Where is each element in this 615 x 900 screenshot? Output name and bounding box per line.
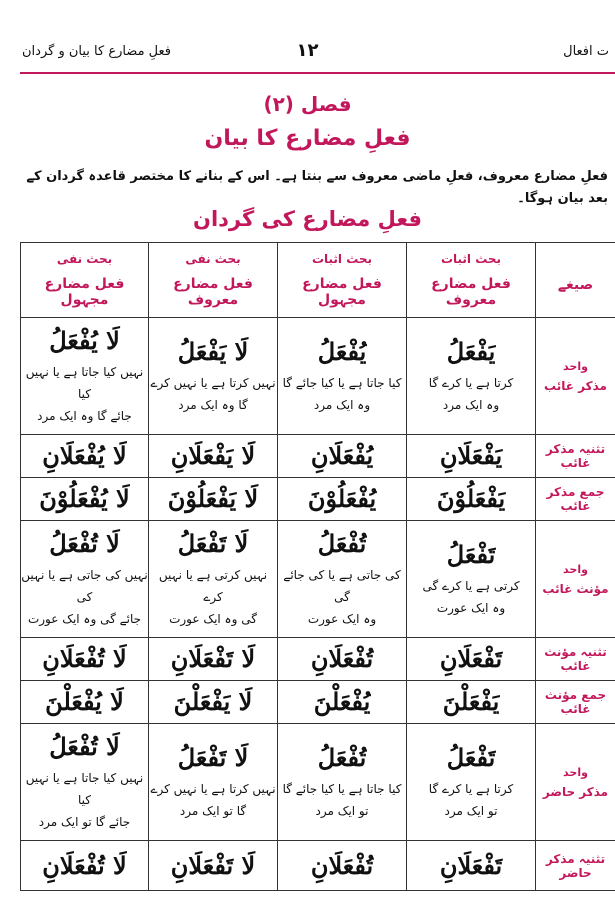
table-row: [21, 318, 615, 435]
table-cell: يُفْعَلْنَ: [278, 681, 407, 724]
table-cell: لَا يُفْعَلُوْنَ: [21, 478, 149, 521]
section-label: فصل (۲): [263, 92, 352, 116]
table-cell: لَا يَفْعَلُوْنَ: [149, 478, 278, 521]
table-cell: لَا تُفْعَلُ نہیں کیا جاتا ہے یا نہیں کیا جائے گا تو ایک مرد: [21, 724, 149, 841]
form-label: تثنیہ مذکر حاضر: [536, 841, 615, 891]
conjugation-table-wrap: [20, 242, 615, 900]
table-cell: تُفْعَلُ کی جاتی ہے یا کی جائے گی وہ ایک عورت: [278, 521, 407, 638]
page-number: ۱۲: [296, 40, 319, 61]
table-cell: لَا تُفْعَلَانِ: [21, 841, 149, 891]
table-cell: يُفْعَلُ کیا جاتا ہے یا کیا جائے گا وہ ایک مرد: [278, 318, 407, 435]
table-row: [21, 681, 615, 724]
table-cell: تُفْعَلُ کیا جاتا ہے یا کیا جائے گا تو ایک مرد: [278, 724, 407, 841]
table-row: [21, 435, 615, 478]
table-cell: لَا يُفْعَلُ نہیں کیا جاتا ہے یا نہیں کیا جائے گا وہ ایک مرد: [21, 318, 149, 435]
table-cell: يَفْعَلَانِ: [407, 435, 536, 478]
table-cell: لَا يُفْعَلْنَ: [21, 681, 149, 724]
conjugation-table: [20, 242, 615, 891]
form-label: تثنیہ مؤنث غائب: [536, 638, 615, 681]
intro-paragraph: فعلِ مضارع معروف، فعلِ ماضی معروف سے بنتا ہے۔ اس کے بنانے کا مختصر قاعدہ گردان کے بعد بیان ہوگا۔: [26, 169, 608, 206]
table-cell: تُفْعَلَانِ: [278, 841, 407, 891]
table-row: [21, 521, 615, 638]
table-cell: لَا تُفْعَلُ نہیں کی جاتی ہے یا نہیں کی جائے گی وہ ایک عورت: [21, 521, 149, 638]
table-cell: تَفْعَلُ کرتا ہے یا کرے گا تو ایک مرد: [407, 724, 536, 841]
header-book-title: ت افعال: [563, 44, 609, 59]
table-row: [21, 638, 615, 681]
table-row: [21, 724, 615, 841]
section-title: فعلِ مضارع کا بیان: [204, 126, 411, 151]
table-cell: لَا تَفْعَلَانِ: [149, 841, 278, 891]
table-cell: تَفْعَلَانِ: [407, 638, 536, 681]
table-cell: لَا يَفْعَلُ نہیں کرتا ہے یا نہیں کرے گا وہ ایک مرد: [149, 318, 278, 435]
page-header: [0, 0, 615, 80]
header-cell: بحث اثبات فعل مضارع مجہول: [278, 243, 407, 318]
header-cell: بحث نفی فعل مضارع معروف: [149, 243, 278, 318]
table-cell: لَا تَفْعَلَانِ: [149, 638, 278, 681]
table-cell: لَا تَفْعَلُ نہیں کرتا ہے یا نہیں کرے گا تو ایک مرد: [149, 724, 278, 841]
header-cell: بحث اثبات فعل مضارع معروف: [407, 243, 536, 318]
form-label: جمع مذکر غائب: [536, 478, 615, 521]
table-cell: تُفْعَلَانِ: [278, 638, 407, 681]
table-cell: لَا تَفْعَلُ نہیں کرتی ہے یا نہیں کرے گی وہ ایک عورت: [149, 521, 278, 638]
table-header-row: [21, 243, 615, 318]
form-label: جمع مؤنث غائب: [536, 681, 615, 724]
table-cell: يَفْعَلُوْنَ: [407, 478, 536, 521]
table-title: فعلِ مضارع کی گردان: [193, 207, 422, 231]
header-cell: صیغے: [536, 243, 615, 318]
table-cell: لَا يُفْعَلَانِ: [21, 435, 149, 478]
table-cell: يَفْعَلْنَ: [407, 681, 536, 724]
form-label: واحد مذکر حاضر: [536, 724, 615, 841]
table-cell: يُفْعَلَانِ: [278, 435, 407, 478]
table-cell: يُفْعَلُوْنَ: [278, 478, 407, 521]
form-label: واحد مذکر غائب: [536, 318, 615, 435]
table-cell: لَا يَفْعَلَانِ: [149, 435, 278, 478]
form-label: تثنیہ مذکر غائب: [536, 435, 615, 478]
table-cell: تَفْعَلُ کرتی ہے یا کرے گی وہ ایک عورت: [407, 521, 536, 638]
header-cell: بحث نفی فعل مضارع مجہول: [21, 243, 149, 318]
header-chapter-title: فعلِ مضارع کا بیان و گردان: [22, 44, 172, 59]
table-cell: تَفْعَلَانِ: [407, 841, 536, 891]
table-cell: لَا يَفْعَلْنَ: [149, 681, 278, 724]
header-rule: [20, 72, 615, 74]
table-cell: لَا تُفْعَلَانِ: [21, 638, 149, 681]
table-cell: يَفْعَلُ کرتا ہے یا کرے گا وہ ایک مرد: [407, 318, 536, 435]
form-label: واحد مؤنث غائب: [536, 521, 615, 638]
table-row: [21, 841, 615, 891]
table-row: [21, 478, 615, 521]
